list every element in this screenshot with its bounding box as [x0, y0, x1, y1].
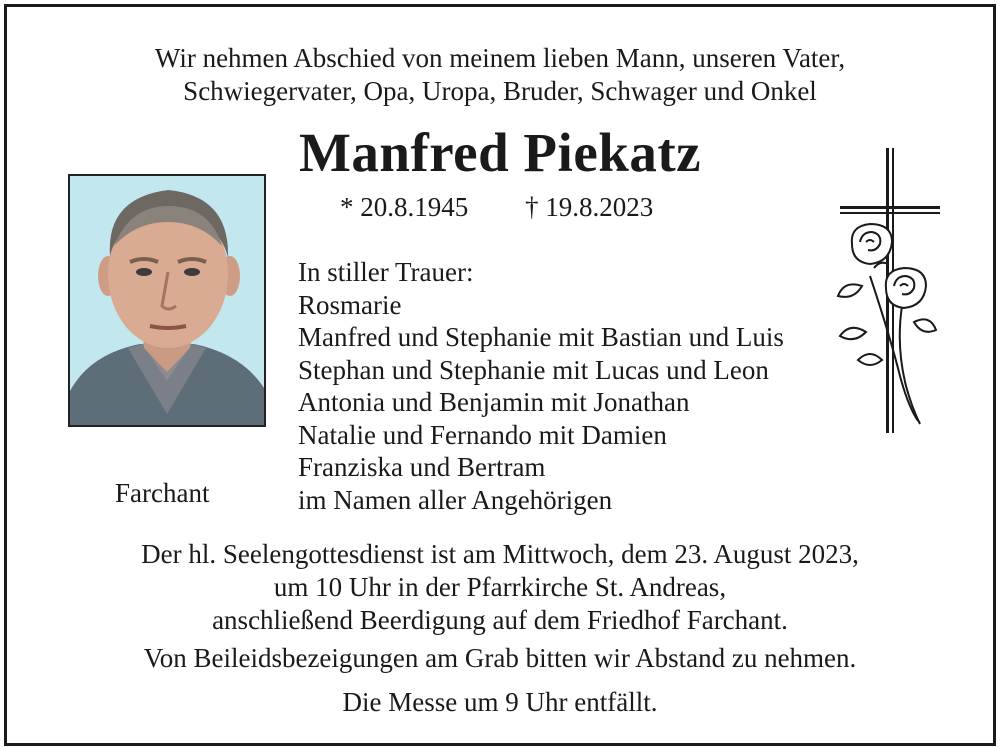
- mourners-heading: In stiller Trauer:: [298, 257, 474, 287]
- mourner-line: im Namen aller Angehörigen: [298, 484, 613, 515]
- service-line-3: anschließend Beerdigung auf dem Friedhof Farchant.: [212, 605, 788, 635]
- service-line-1: Der hl. Seelengottesdienst ist am Mittwoch, dem 23. August 2023,: [141, 539, 859, 569]
- portrait-illustration: [70, 176, 264, 425]
- death-date: † 19.8.2023: [525, 192, 654, 222]
- deceased-name: Manfred Piekatz: [298, 122, 702, 183]
- mourners-list: [298, 256, 784, 516]
- mourner-line: Manfred und Stephanie mit Bastian und Luis: [298, 322, 784, 352]
- intro-line-1: Wir nehmen Abschied von meinem lieben Mann, unseren Vater,: [154, 43, 846, 73]
- service-details: [0, 538, 1000, 637]
- place-name: Farchant: [115, 478, 210, 508]
- mourner-line: Franziska und Bertram: [298, 452, 546, 482]
- intro-line-2: Schwiegervater, Opa, Uropa, Bruder, Schwager und Onkel: [183, 76, 817, 106]
- condolence-note: Von Beileidsbezeigungen am Grab bitten wir Abstand zu nehmen.: [143, 643, 857, 673]
- mourner-line: Rosmarie: [298, 289, 402, 320]
- service-line-2: um 10 Uhr in der Pfarrkirche St. Andreas,: [273, 572, 727, 602]
- portrait-photo: [68, 174, 266, 427]
- mass-cancel-note: Die Messe um 9 Uhr entfällt.: [342, 687, 658, 717]
- mourner-line: Antonia und Benjamin mit Jonathan: [298, 387, 690, 417]
- mourner-line: Natalie und Fernando mit Damien: [298, 419, 667, 450]
- cross-with-roses-icon: [830, 146, 945, 436]
- birth-date: * 20.8.1945: [340, 192, 469, 222]
- mourner-line: Stephan und Stephanie mit Lucas und Leon: [298, 354, 769, 385]
- intro-text: [0, 42, 1000, 108]
